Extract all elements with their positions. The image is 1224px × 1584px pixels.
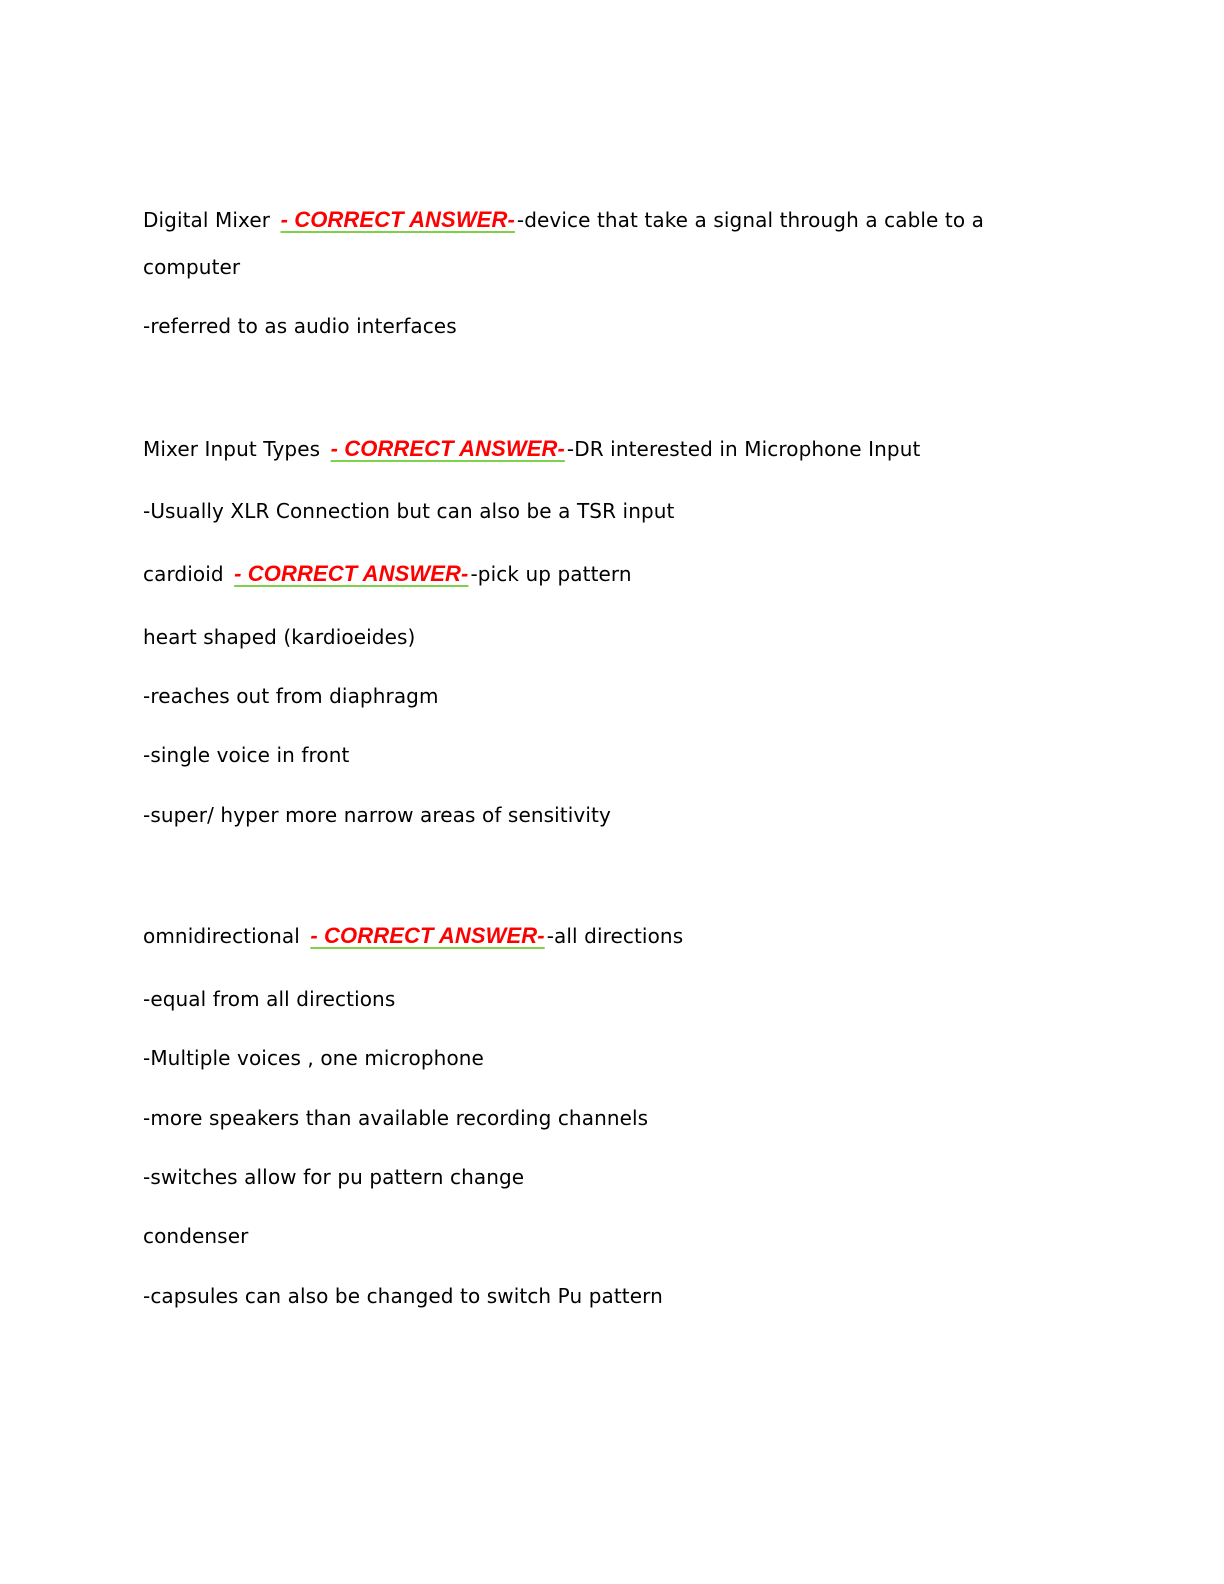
term: Digital Mixer — [143, 208, 271, 232]
text-line: -switches allow for pu pattern change — [143, 1165, 525, 1189]
text-line: heart shaped (kardioeides) — [143, 625, 416, 649]
term: omnidirectional — [143, 924, 300, 948]
text-line: -single voice in front — [143, 743, 350, 767]
text-line: -equal from all directions — [143, 987, 396, 1011]
text-line: -more speakers than available recording channels — [143, 1106, 649, 1130]
definition: -all directions — [546, 924, 684, 948]
text-line: -reaches out from diaphragm — [143, 684, 439, 708]
text-line: -super/ hyper more narrow areas of sensitivity — [143, 803, 611, 827]
correct-answer-label: - CORRECT ANSWER- — [280, 207, 515, 232]
text-line: -Multiple voices , one microphone — [143, 1046, 484, 1070]
text-line: -capsules can also be changed to switch Pu pattern — [143, 1284, 663, 1308]
text-line: condenser — [143, 1224, 249, 1248]
entry-omnidirectional — [143, 922, 683, 950]
term: Mixer Input Types — [143, 437, 321, 461]
entry-digital-mixer — [143, 206, 984, 234]
correct-answer-label: - CORRECT ANSWER- — [234, 561, 469, 586]
correct-answer-label: - CORRECT ANSWER- — [330, 436, 565, 461]
text-line: computer — [143, 255, 241, 279]
correct-answer-label: - CORRECT ANSWER- — [310, 923, 545, 948]
definition: -DR interested in Microphone Input — [566, 437, 921, 461]
entry-mixer-input-types — [143, 435, 920, 463]
definition: -device that take a signal through a cable to a — [516, 208, 984, 232]
text-line: -referred to as audio interfaces — [143, 314, 457, 338]
term: cardioid — [143, 562, 224, 586]
definition: -pick up pattern — [470, 562, 632, 586]
text-line: -Usually XLR Connection but can also be a TSR input — [143, 499, 675, 523]
entry-cardioid — [143, 560, 632, 588]
